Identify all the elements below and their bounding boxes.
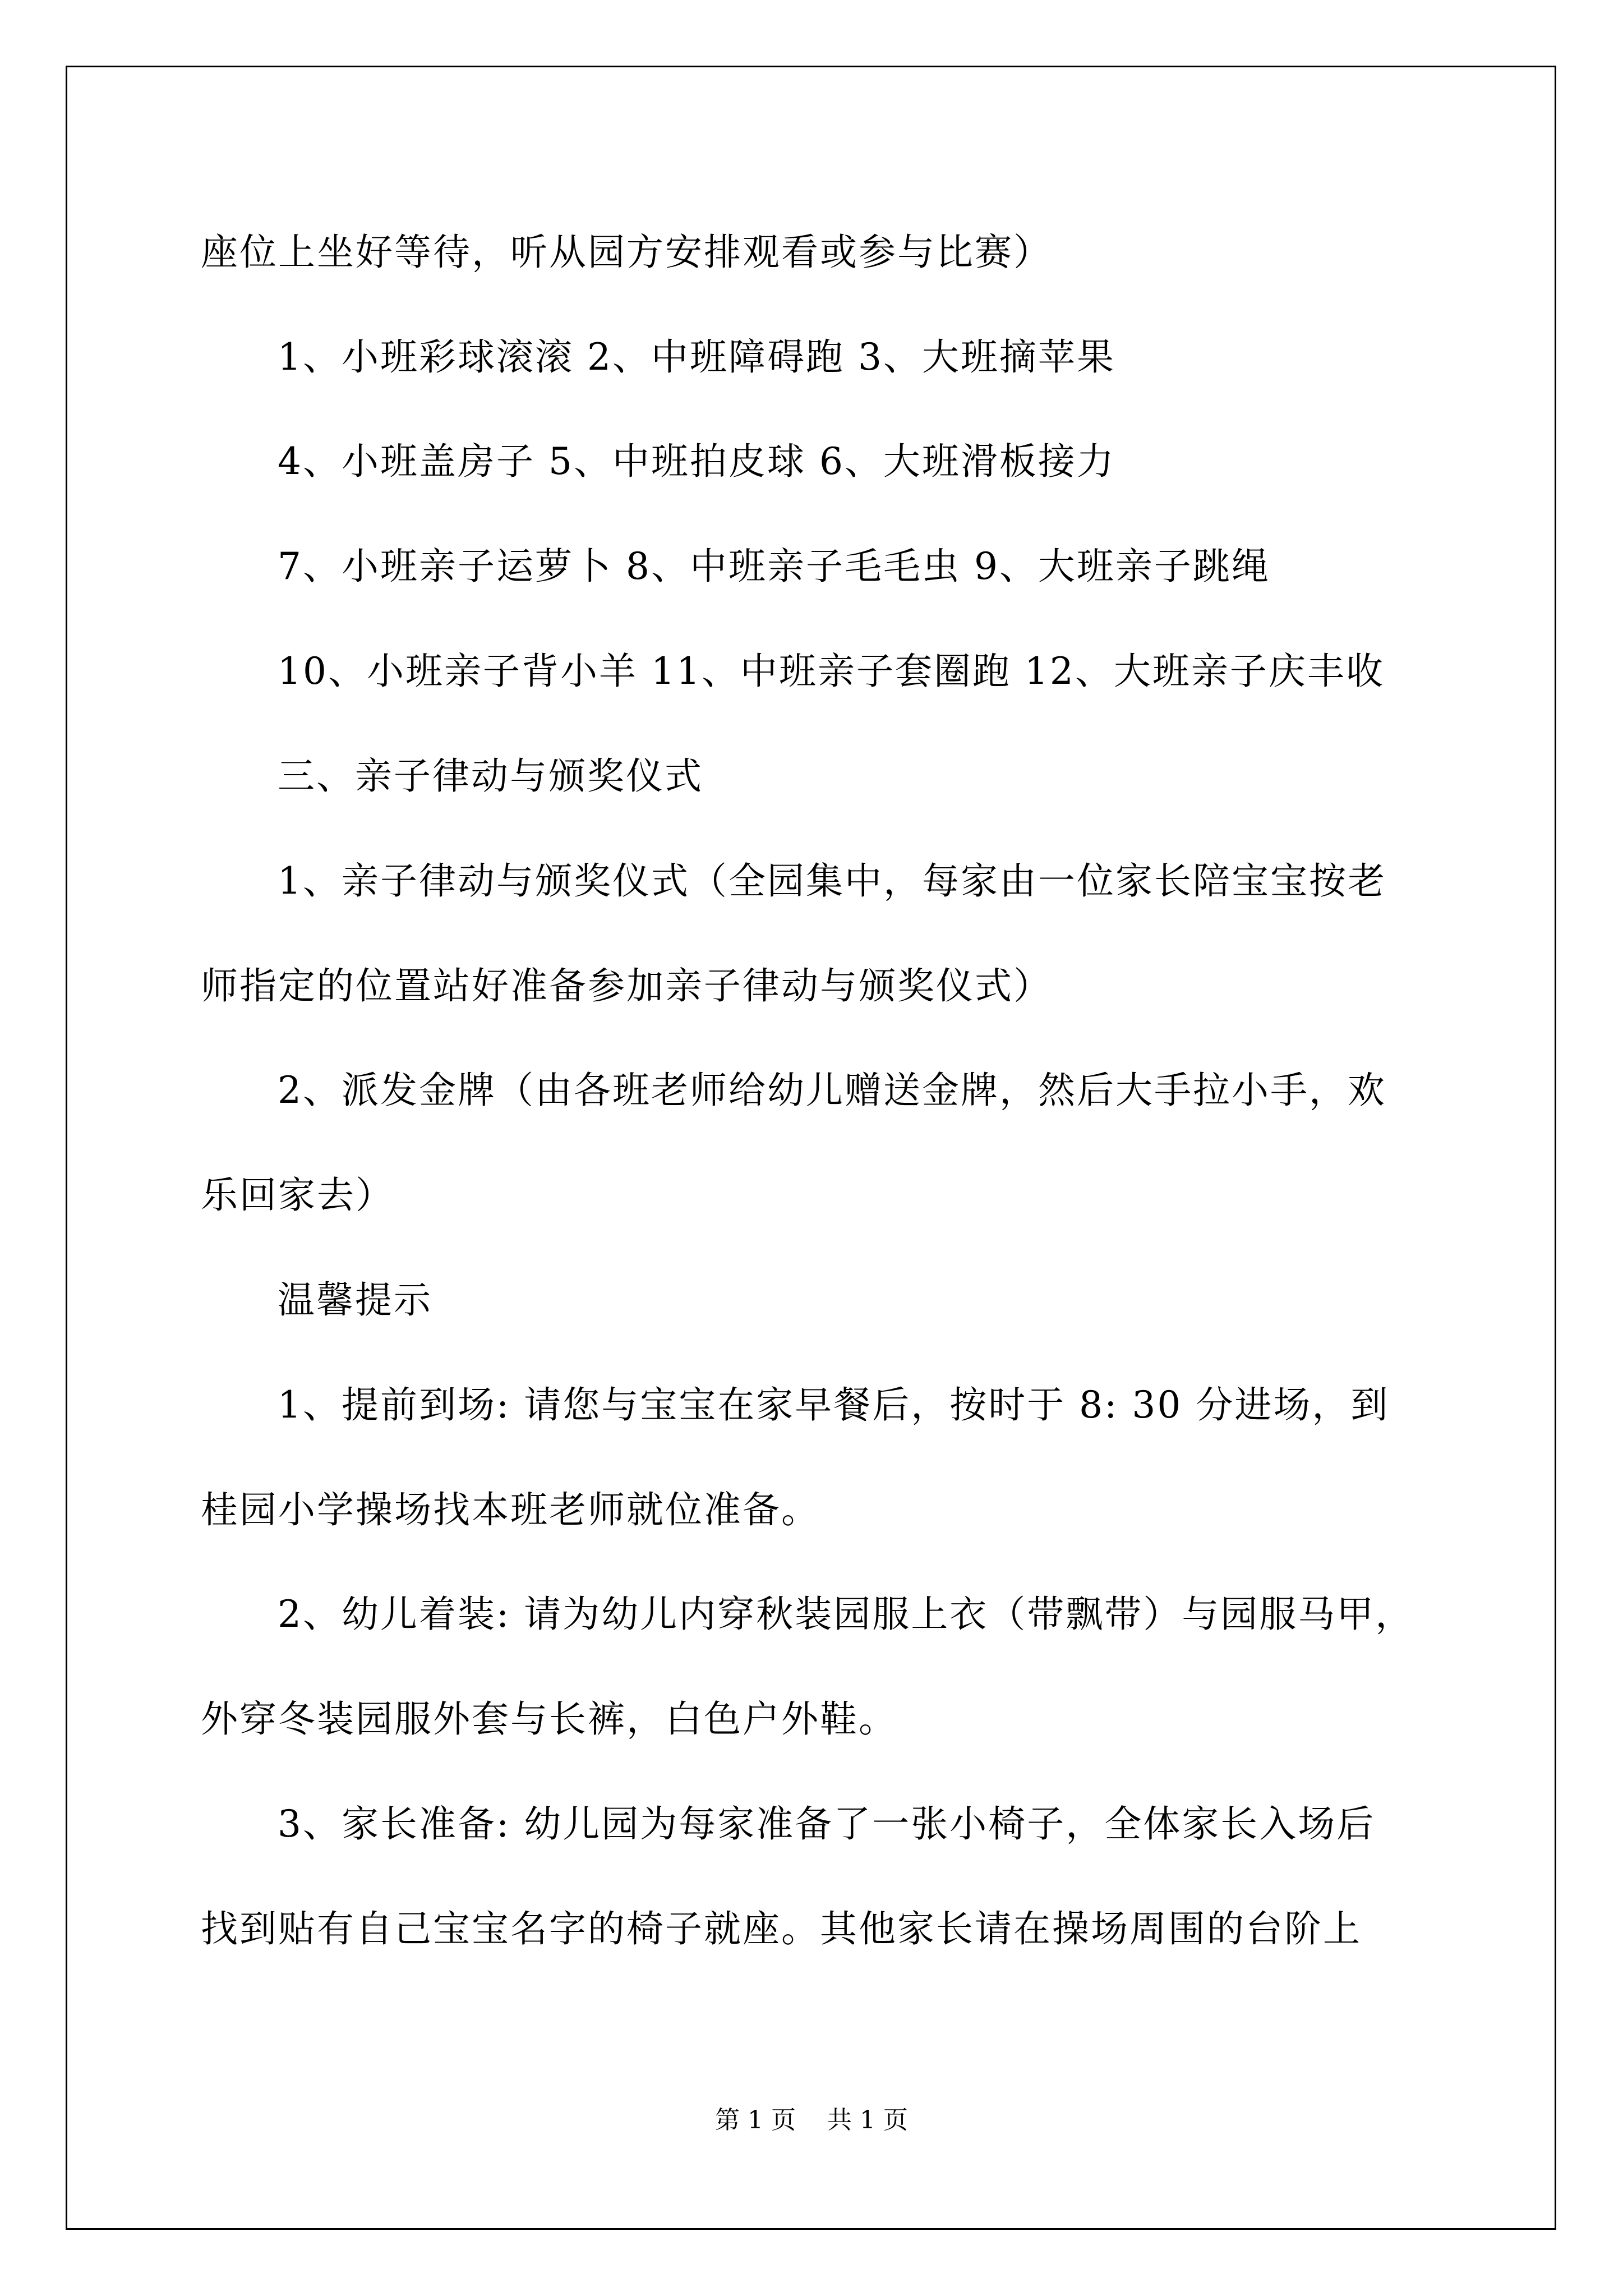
text-line-1: 座位上坐好等待，听从园方安排观看或参与比赛） <box>201 231 1052 274</box>
tips-heading: 温馨提示 <box>278 1278 432 1322</box>
text-line-9: 2、派发金牌（由各班老师给幼儿赠送金牌，然后大手拉小手，欢 <box>278 1069 1386 1112</box>
text-line-4: 7、小班亲子运萝卜 8、中班亲子毛毛虫 9、大班亲子跳绳 <box>278 545 1270 588</box>
text-line-8: 师指定的位置站好准备参加亲子律动与颁奖仪式） <box>201 964 1052 1007</box>
text-line-7: 1、亲子律动与颁奖仪式（全园集中，每家由一位家长陪宝宝按老 <box>278 859 1386 903</box>
text-line-2: 1、小班彩球滚滚 2、中班障碍跑 3、大班摘苹果 <box>278 335 1115 379</box>
text-line-5: 10、小班亲子背小羊 11、中班亲子套圈跑 12、大班亲子庆丰收 <box>278 650 1385 693</box>
page-border <box>66 66 1556 2230</box>
text-line-17: 找到贴有自己宝宝名字的椅子就座。其他家长请在操场周围的台阶上 <box>201 1907 1362 1950</box>
page-footer: 第 1 页 共 1 页 <box>715 2106 908 2134</box>
text-line-10: 乐回家去） <box>201 1174 394 1217</box>
text-line-15: 外穿冬装园服外套与长裤，白色户外鞋。 <box>201 1697 897 1741</box>
section-heading: 三、亲子律动与颁奖仪式 <box>278 754 703 798</box>
text-line-12: 1、提前到场: 请您与宝宝在家早餐后，按时于 8: 30 分进场，到 <box>278 1383 1390 1427</box>
text-line-13: 桂园小学操场找本班老师就位准备。 <box>201 1488 820 1531</box>
text-line-14: 2、幼儿着装: 请为幼儿内穿秋装园服上衣（带飘带）与园服马甲， <box>278 1593 1414 1636</box>
text-line-3: 4、小班盖房子 5、中班拍皮球 6、大班滑板接力 <box>278 440 1115 483</box>
text-line-16: 3、家长准备: 幼儿园为每家准备了一张小椅子，全体家长入场后 <box>278 1802 1376 1846</box>
